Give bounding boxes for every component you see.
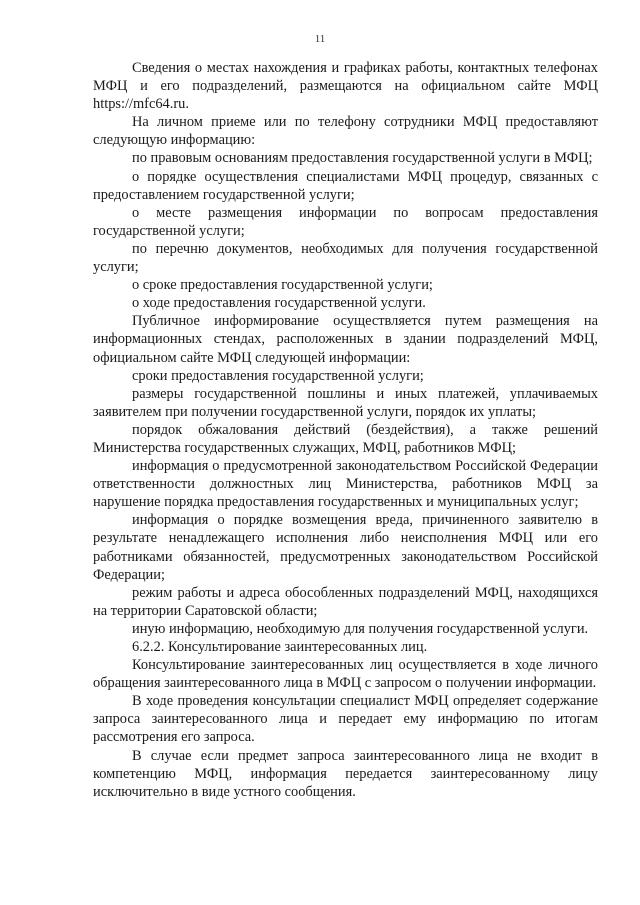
paragraph: по перечню документов, необходимых для получения государственной услуги; (93, 240, 598, 276)
paragraph: сроки предоставления государственной услуги; (132, 367, 424, 384)
paragraph: о ходе предоставления государственной услуги. (132, 295, 426, 312)
paragraph: Консультирование заинтересованных лиц осуществляется в ходе личного обращения заинтересованного лица в МФЦ с запросом о получении информации. (93, 657, 598, 692)
paragraph: информация о предусмотренной законодательством Российской Федерации ответственности должностных лиц Министерства, работников МФЦ за нарушение порядка предоставления государственных и муниципальных услуг; (93, 458, 598, 511)
paragraph: режим работы и адреса обособленных подразделений МФЦ, находящихся на территории Саратовской области; (93, 584, 598, 619)
paragraph: о порядке осуществления специалистами МФЦ процедур, связанных с предоставлением государственной услуги; (93, 168, 598, 203)
paragraph: порядок обжалования действий (бездействия), а также решений Министерства государственных служащих, МФЦ, работников МФЦ; (93, 421, 598, 456)
paragraph: размеры государственной пошлины и иных платежей, уплачиваемых заявителем при получении государственной услуги, порядок их уплаты; (93, 385, 598, 420)
paragraph: о месте размещения информации по вопросам предоставления государственной услуги; (93, 204, 598, 239)
paragraph: информация о порядке возмещения вреда, причиненного заявителю в результате ненадлежащего исполнения либо неисполнения МФЦ или его работниками обязанностей, предусмотренных законодательством Российской Федерации; (93, 512, 598, 583)
paragraph: Публичное информирование осуществляется путем размещения на информационных стендах, расположенных в здании подразделений МФЦ, официальном сайте МФЦ следующей информации: (93, 313, 598, 366)
section-heading: 6.2.2. Консультирование заинтересованных лиц. (132, 639, 428, 655)
paragraph: В ходе проведения консультации специалист МФЦ определяет содержание запроса заинтересованного лица и передает ему информацию по итогам рассмотрения его запроса. (93, 693, 598, 746)
page-number: 11 (314, 33, 326, 45)
paragraph: В случае если предмет запроса заинтересованного лица не входит в компетенцию МФЦ, информация передается заинтересованному лицу исключительно в виде устного сообщения. (93, 747, 598, 800)
paragraph: о сроке предоставления государственной услуги; (132, 277, 433, 294)
paragraph: иную информацию, необходимую для получения государственной услуги. (132, 620, 589, 637)
paragraph: по правовым основаниям предоставления государственной услуги в МФЦ; (132, 150, 593, 167)
paragraph: На личном приеме или по телефону сотрудники МФЦ предоставляют следующую информацию: (93, 114, 598, 149)
paragraph: Сведения о местах нахождения и графиках работы, контактных телефонах МФЦ и его подразделений, размещаются на официальном сайте МФЦ https://mfc64.ru. (93, 60, 598, 113)
document-body (93, 59, 598, 801)
